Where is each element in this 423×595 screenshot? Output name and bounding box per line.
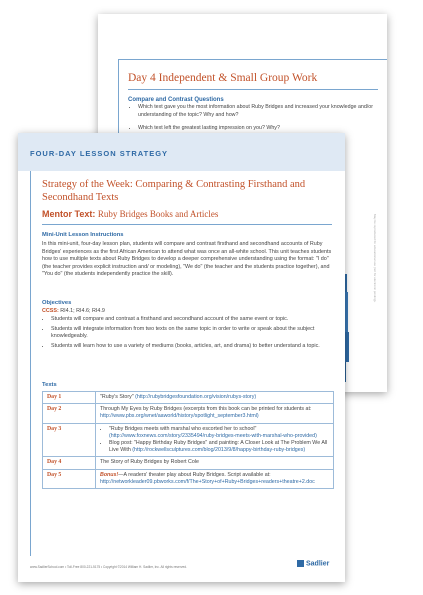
- table-row: [43, 404, 334, 423]
- strategy-title: Strategy of the Week: Comparing & Contrasting Firsthand and Secondhand Texts: [42, 179, 306, 203]
- section-label: FOUR-DAY LESSON STRATEGY: [30, 149, 169, 158]
- ccss-value: RI4.1; RI4.6; RI4.9: [60, 308, 105, 314]
- mentor-text-line: [42, 209, 218, 219]
- text-link[interactable]: (http://rockwellsculptures.com/blog/2013/9/8/happy-birthday-ruby-bridges): [132, 447, 306, 454]
- logo-mark-icon: [297, 560, 304, 567]
- text-cell: [96, 423, 334, 457]
- text-title: "Ruby Bridges meets with marshal who escorted her to school": [109, 425, 257, 432]
- text-title: The Story of Ruby Bridges by Robert Cole: [100, 459, 199, 466]
- objectives-heading: Objectives: [42, 300, 72, 306]
- texts-table: [42, 391, 334, 489]
- bonus-label: Bonus!: [100, 471, 119, 478]
- question-item: • Which text left the greatest lasting impression on you? Why?: [138, 125, 387, 133]
- question-item: • Which text gave you the most information about Ruby Bridges and increased your knowledge and/or understanding of the topic? Why and how?: [138, 104, 387, 119]
- objective-item: • Students will learn how to use a variety of mediums (books, articles, art, and drama) to better understand a topic.: [51, 343, 341, 351]
- logo-text: Sadlier: [306, 560, 330, 568]
- text-link[interactable]: (http://www.foxnews.com/story/2335494/ruby-bridges-meets-with-marshal-who-provided): [109, 432, 317, 439]
- table-row: [43, 423, 334, 457]
- day4-title: Day 4 Independent & Small Group Work: [128, 72, 318, 84]
- text-cell: [96, 404, 334, 423]
- text-title: —A readers' theater play about Ruby Bridges. Script available at:: [118, 471, 271, 478]
- sadlier-logo: [297, 560, 329, 567]
- divider: [128, 89, 378, 90]
- mini-unit-heading: Mini-Unit Lesson Instructions: [42, 232, 124, 238]
- table-row: [43, 469, 334, 488]
- text-link[interactable]: http://www.pbs.org/wnet/aaworld/history/spotlight_september3.html): [100, 413, 259, 420]
- text-link[interactable]: http://networkleader09.pbworks.com/f/The+Story+of+Ruby+Bridges+readers+theatre+2.doc: [100, 478, 315, 485]
- table-row: [43, 392, 334, 404]
- list-item: [109, 440, 329, 454]
- divider: [42, 224, 332, 225]
- objectives-list: [40, 316, 341, 352]
- ccss-label: CCSS:: [42, 308, 59, 314]
- texts-heading: Texts: [42, 382, 57, 388]
- questions-heading: Compare and Contrast Questions: [128, 97, 224, 103]
- text-title: Blog post: "Happy Birthday Ruby Bridges" and painting: A Closer Look at The Problem We All Live With: [109, 440, 328, 454]
- footer-text: www.SadlierSchool.com • Toll-Free 800-221-5175 • Copyright ©2014 William H. Sadlier, Inc. All rights reserved.: [30, 565, 187, 569]
- objective-item: • Students will compare and contrast a firsthand and secondhand account of the same event or topic.: [51, 316, 341, 324]
- day-cell: Day 1: [43, 392, 96, 404]
- day-cell: Day 4: [43, 457, 96, 469]
- ccss-line: [42, 308, 105, 314]
- page-frame: [30, 171, 31, 556]
- text-title: Through My Eyes by Ruby Bridges (excerpts from this book can be printed for students at:: [100, 406, 312, 413]
- text-cell: [96, 469, 334, 488]
- day3-list: [100, 426, 329, 455]
- text-title: "Ruby's Story": [100, 394, 134, 400]
- day-cell: Day 5: [43, 469, 96, 488]
- text-cell: [96, 457, 334, 469]
- list-item: [109, 426, 329, 440]
- text-link[interactable]: (http://rubybridgesfoundation.org/vision/rubys-story): [135, 394, 257, 400]
- day-cell: Day 2: [43, 404, 96, 423]
- mentor-label: Mentor Text:: [42, 209, 96, 219]
- text-cell: [96, 392, 334, 404]
- objective-item: • Students will integrate information from two texts on the same topic in order to write or speak about the subject knowledgeably.: [51, 326, 341, 341]
- day-cell: Day 3: [43, 423, 96, 457]
- mentor-value: Ruby Bridges Books and Articles: [97, 209, 219, 219]
- side-note: May be reproduced for educational use (not for electronic posting).: [373, 214, 377, 303]
- front-worksheet-page: [18, 133, 345, 582]
- intro-paragraph: In this mini-unit, four-day lesson plan, students will compare and contrast firsthand and secondhand accounts of Ruby Bridges' experiences as the first African American to attend what was once an all-white school. This unit teaches students how to use multiple texts about Ruby Bridges to develop a deeper comprehensive understanding using the format: "I do" (the teacher provides explicit instruction and/ or modeling), "We do" (the teacher and the students practice together), and "You do" (the students independently practice the skill).: [42, 241, 332, 278]
- table-row: [43, 457, 334, 469]
